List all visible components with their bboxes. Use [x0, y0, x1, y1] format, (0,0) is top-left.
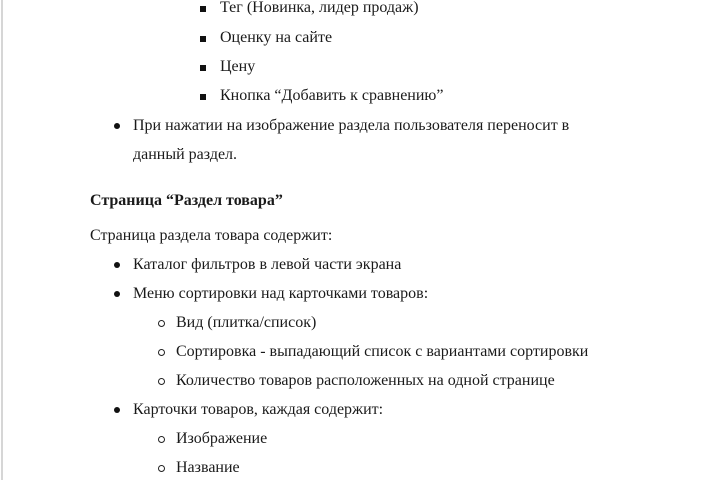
- sub-list-item-text: Название: [176, 459, 240, 476]
- disc-bullet-icon: [114, 291, 120, 297]
- disc-bullet-icon: [114, 407, 120, 413]
- list-item-text: Тег (Новинка, лидер продаж): [220, 0, 419, 16]
- section-intro: Страница раздела товара содержит:: [90, 227, 333, 244]
- square-bullet-icon: [200, 6, 206, 12]
- circle-bullet-icon: [158, 378, 165, 385]
- list-item-text: данный раздел.: [133, 146, 238, 163]
- circle-bullet-icon: [158, 465, 165, 472]
- disc-bullet-icon: [114, 262, 120, 268]
- sub-list-item-text: Вид (плитка/список): [176, 314, 317, 331]
- list-item-text: При нажатии на изображение раздела пользователя переносит в: [133, 117, 570, 134]
- section-heading: Страница “Раздел товара”: [90, 192, 283, 209]
- page-left-border: [1, 0, 3, 480]
- list-item-text: Оценку на сайте: [220, 29, 333, 46]
- square-bullet-icon: [200, 94, 206, 100]
- list-item-text: Кнопка “Добавить к сравнению”: [220, 87, 444, 104]
- sub-list-item-text: Количество товаров расположенных на одной странице: [176, 372, 555, 389]
- square-bullet-icon: [200, 65, 206, 71]
- circle-bullet-icon: [158, 436, 165, 443]
- list-item-text: Карточки товаров, каждая содержит:: [133, 401, 384, 418]
- sub-list-item-text: Сортировка - выпадающий список с вариантами сортировки: [176, 343, 589, 360]
- list-item-text: Меню сортировки над карточками товаров:: [133, 285, 429, 302]
- square-bullet-icon: [200, 36, 206, 42]
- list-item-text: Цену: [220, 58, 256, 75]
- circle-bullet-icon: [158, 320, 165, 327]
- circle-bullet-icon: [158, 349, 165, 356]
- sub-list-item-text: Изображение: [176, 430, 268, 447]
- list-item-text: Каталог фильтров в левой части экрана: [133, 256, 402, 273]
- disc-bullet-icon: [114, 123, 120, 129]
- list-item-continuation: [133, 145, 237, 165]
